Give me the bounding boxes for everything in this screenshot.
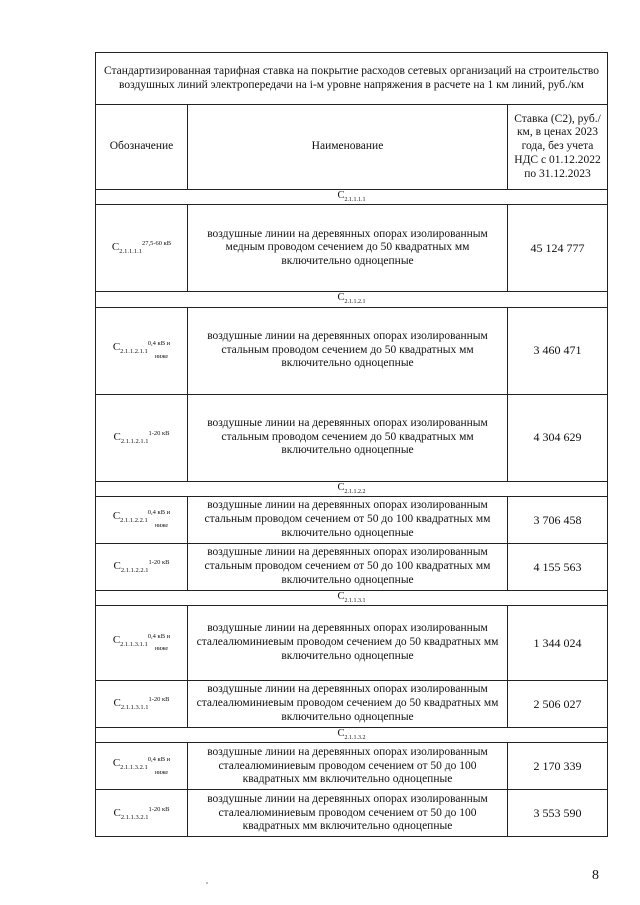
group-code bbox=[96, 292, 608, 307]
designation-voltage-suffix: ниже bbox=[154, 523, 169, 530]
name-cell: воздушные линии на деревянных опорах изолированным стальным проводом сечением от 50 до 100 квадратных мм включительно одноцепные bbox=[188, 496, 508, 543]
designation-voltage-suffix: ниже bbox=[154, 646, 169, 653]
group-code-base: С bbox=[337, 728, 345, 740]
rate-cell: 3 460 471 bbox=[508, 307, 608, 394]
group-code-subscript: 2.1.1.3.2 bbox=[344, 735, 366, 742]
table-row bbox=[96, 394, 608, 481]
designation-subscript: 2.1.1.2.1.1 bbox=[120, 348, 148, 356]
designation-voltage: 1-20 кВ bbox=[148, 805, 170, 813]
table-row bbox=[96, 790, 608, 837]
tariff-table bbox=[95, 52, 608, 837]
designation-subscript: 2.1.1.2.2.1 bbox=[120, 517, 148, 525]
group-code-base: С bbox=[337, 190, 345, 201]
designation-cell bbox=[96, 394, 188, 481]
table-row bbox=[96, 496, 608, 543]
group-code-subscript: 2.1.1.1.1 bbox=[344, 197, 366, 204]
designation-cell bbox=[96, 681, 188, 728]
name-cell: воздушные линии на деревянных опорах изолированным сталеалюминиевым проводом сечением от 50 до 100 квадратных мм включительно одноцепные bbox=[188, 790, 508, 837]
table-caption-row bbox=[96, 53, 608, 105]
name-cell: воздушные линии на деревянных опорах изолированным стальным проводом сечением до 50 квадратных мм включительно одноцепные bbox=[188, 394, 508, 481]
group-code-base: С bbox=[337, 590, 345, 602]
group-code-subscript: 2.1.1.2.2 bbox=[344, 488, 366, 495]
designation-base: С bbox=[112, 341, 121, 354]
designation-voltage: 0,4 кВ и bbox=[147, 340, 171, 348]
header-designation: Обозначение bbox=[96, 105, 188, 190]
header-row bbox=[96, 105, 608, 190]
designation-cell bbox=[96, 790, 188, 837]
designation-base: С bbox=[113, 559, 121, 572]
name-cell: воздушные линии на деревянных опорах изолированным сталеалюминиевым проводом сечением от 50 до 100 квадратных мм включительно одноцепные bbox=[188, 743, 508, 790]
rate-cell: 3 553 590 bbox=[508, 790, 608, 837]
table-row bbox=[96, 307, 608, 394]
name-cell: воздушные линии на деревянных опорах изолированным сталеалюминиевым проводом сечением до 50 квадратных мм включительно одноцепные bbox=[188, 606, 508, 681]
designation-base: С bbox=[113, 697, 121, 710]
designation-cell bbox=[96, 496, 188, 543]
table-row bbox=[96, 606, 608, 681]
designation-cell bbox=[96, 743, 188, 790]
designation-voltage: 27,5-60 кВ bbox=[141, 240, 172, 248]
group-header-row bbox=[96, 728, 608, 743]
designation-subscript: 2.1.1.3.1.1 bbox=[120, 640, 148, 648]
designation-voltage: 0,4 кВ и bbox=[147, 755, 171, 763]
designation-voltage: 0,4 кВ и bbox=[147, 632, 171, 640]
rate-cell: 2 506 027 bbox=[508, 681, 608, 728]
group-code-subscript: 2.1.1.3.1 bbox=[344, 597, 366, 604]
group-header-row bbox=[96, 292, 608, 307]
table-row bbox=[96, 543, 608, 590]
group-header-row bbox=[96, 190, 608, 205]
group-code-base: С bbox=[337, 292, 345, 304]
designation-subscript: 2.1.1.3.2.1 bbox=[120, 763, 148, 771]
group-header-row bbox=[96, 481, 608, 496]
designation-base: С bbox=[113, 430, 121, 443]
designation-voltage-suffix: ниже bbox=[154, 353, 169, 360]
designation-base: С bbox=[112, 510, 121, 523]
designation-subscript: 2.1.1.1.1 bbox=[119, 248, 142, 256]
designation-cell bbox=[96, 543, 188, 590]
designation-voltage: 1-20 кВ bbox=[148, 558, 170, 566]
designation-subscript: 2.1.1.3.2.1 bbox=[120, 813, 149, 821]
group-header-row bbox=[96, 590, 608, 605]
designation-subscript: 2.1.1.3.1.1 bbox=[120, 704, 149, 712]
designation-subscript: 2.1.1.2.1.1 bbox=[120, 437, 149, 445]
designation-base: С bbox=[112, 756, 121, 769]
designation-base: С bbox=[111, 241, 120, 254]
name-cell: воздушные линии на деревянных опорах изолированным стальным проводом сечением до 50 квадратных мм включительно одноцепные bbox=[188, 307, 508, 394]
designation-voltage: 1-20 кВ bbox=[148, 696, 170, 704]
designation-voltage-suffix: ниже bbox=[154, 769, 169, 776]
group-code bbox=[96, 190, 608, 205]
name-cell: воздушные линии на деревянных опорах изолированным сталеалюминиевым проводом сечением до 50 квадратных мм включительно одноцепные bbox=[188, 681, 508, 728]
rate-cell: 45 124 777 bbox=[508, 205, 608, 292]
rate-cell: 1 344 024 bbox=[508, 606, 608, 681]
group-code-subscript: 2.1.1.2.1 bbox=[344, 299, 366, 306]
designation-cell bbox=[96, 205, 188, 292]
group-code bbox=[96, 728, 608, 743]
rate-cell: 3 706 458 bbox=[508, 496, 608, 543]
name-cell: воздушные линии на деревянных опорах изолированным стальным проводом сечением от 50 до 100 квадратных мм включительно одноцепные bbox=[188, 543, 508, 590]
rate-cell: 2 170 339 bbox=[508, 743, 608, 790]
group-code-base: С bbox=[337, 481, 345, 493]
designation-base: С bbox=[113, 806, 121, 819]
rate-cell: 4 304 629 bbox=[508, 394, 608, 481]
table-caption: Стандартизированная тарифная ставка на покрытие расходов сетевых организаций на строительство воздушных линий электропередачи на i-м уровне напряжения в расчете на 1 км линий, руб./км bbox=[96, 53, 608, 105]
table-row bbox=[96, 205, 608, 292]
designation-cell bbox=[96, 307, 188, 394]
rate-cell: 4 155 563 bbox=[508, 543, 608, 590]
designation-cell bbox=[96, 606, 188, 681]
designation-voltage: 1-20 кВ bbox=[148, 429, 170, 437]
header-rate: Ставка (С2), руб./км, в ценах 2023 года, без учета НДС с 01.12.2022 по 31.12.2023 bbox=[508, 105, 608, 190]
group-code bbox=[96, 590, 608, 605]
table-row bbox=[96, 681, 608, 728]
name-cell: воздушные линии на деревянных опорах изолированным медным проводом сечением до 50 квадратных мм включительно одноцепные bbox=[188, 205, 508, 292]
designation-voltage: 0,4 кВ и bbox=[147, 509, 171, 517]
header-name: Наименование bbox=[188, 105, 508, 190]
group-code bbox=[96, 481, 608, 496]
designation-subscript: 2.1.1.2.2.1 bbox=[120, 566, 149, 574]
scan-speck bbox=[206, 882, 208, 884]
designation-base: С bbox=[112, 633, 121, 646]
table-row bbox=[96, 743, 608, 790]
page-number: 8 bbox=[592, 868, 599, 883]
